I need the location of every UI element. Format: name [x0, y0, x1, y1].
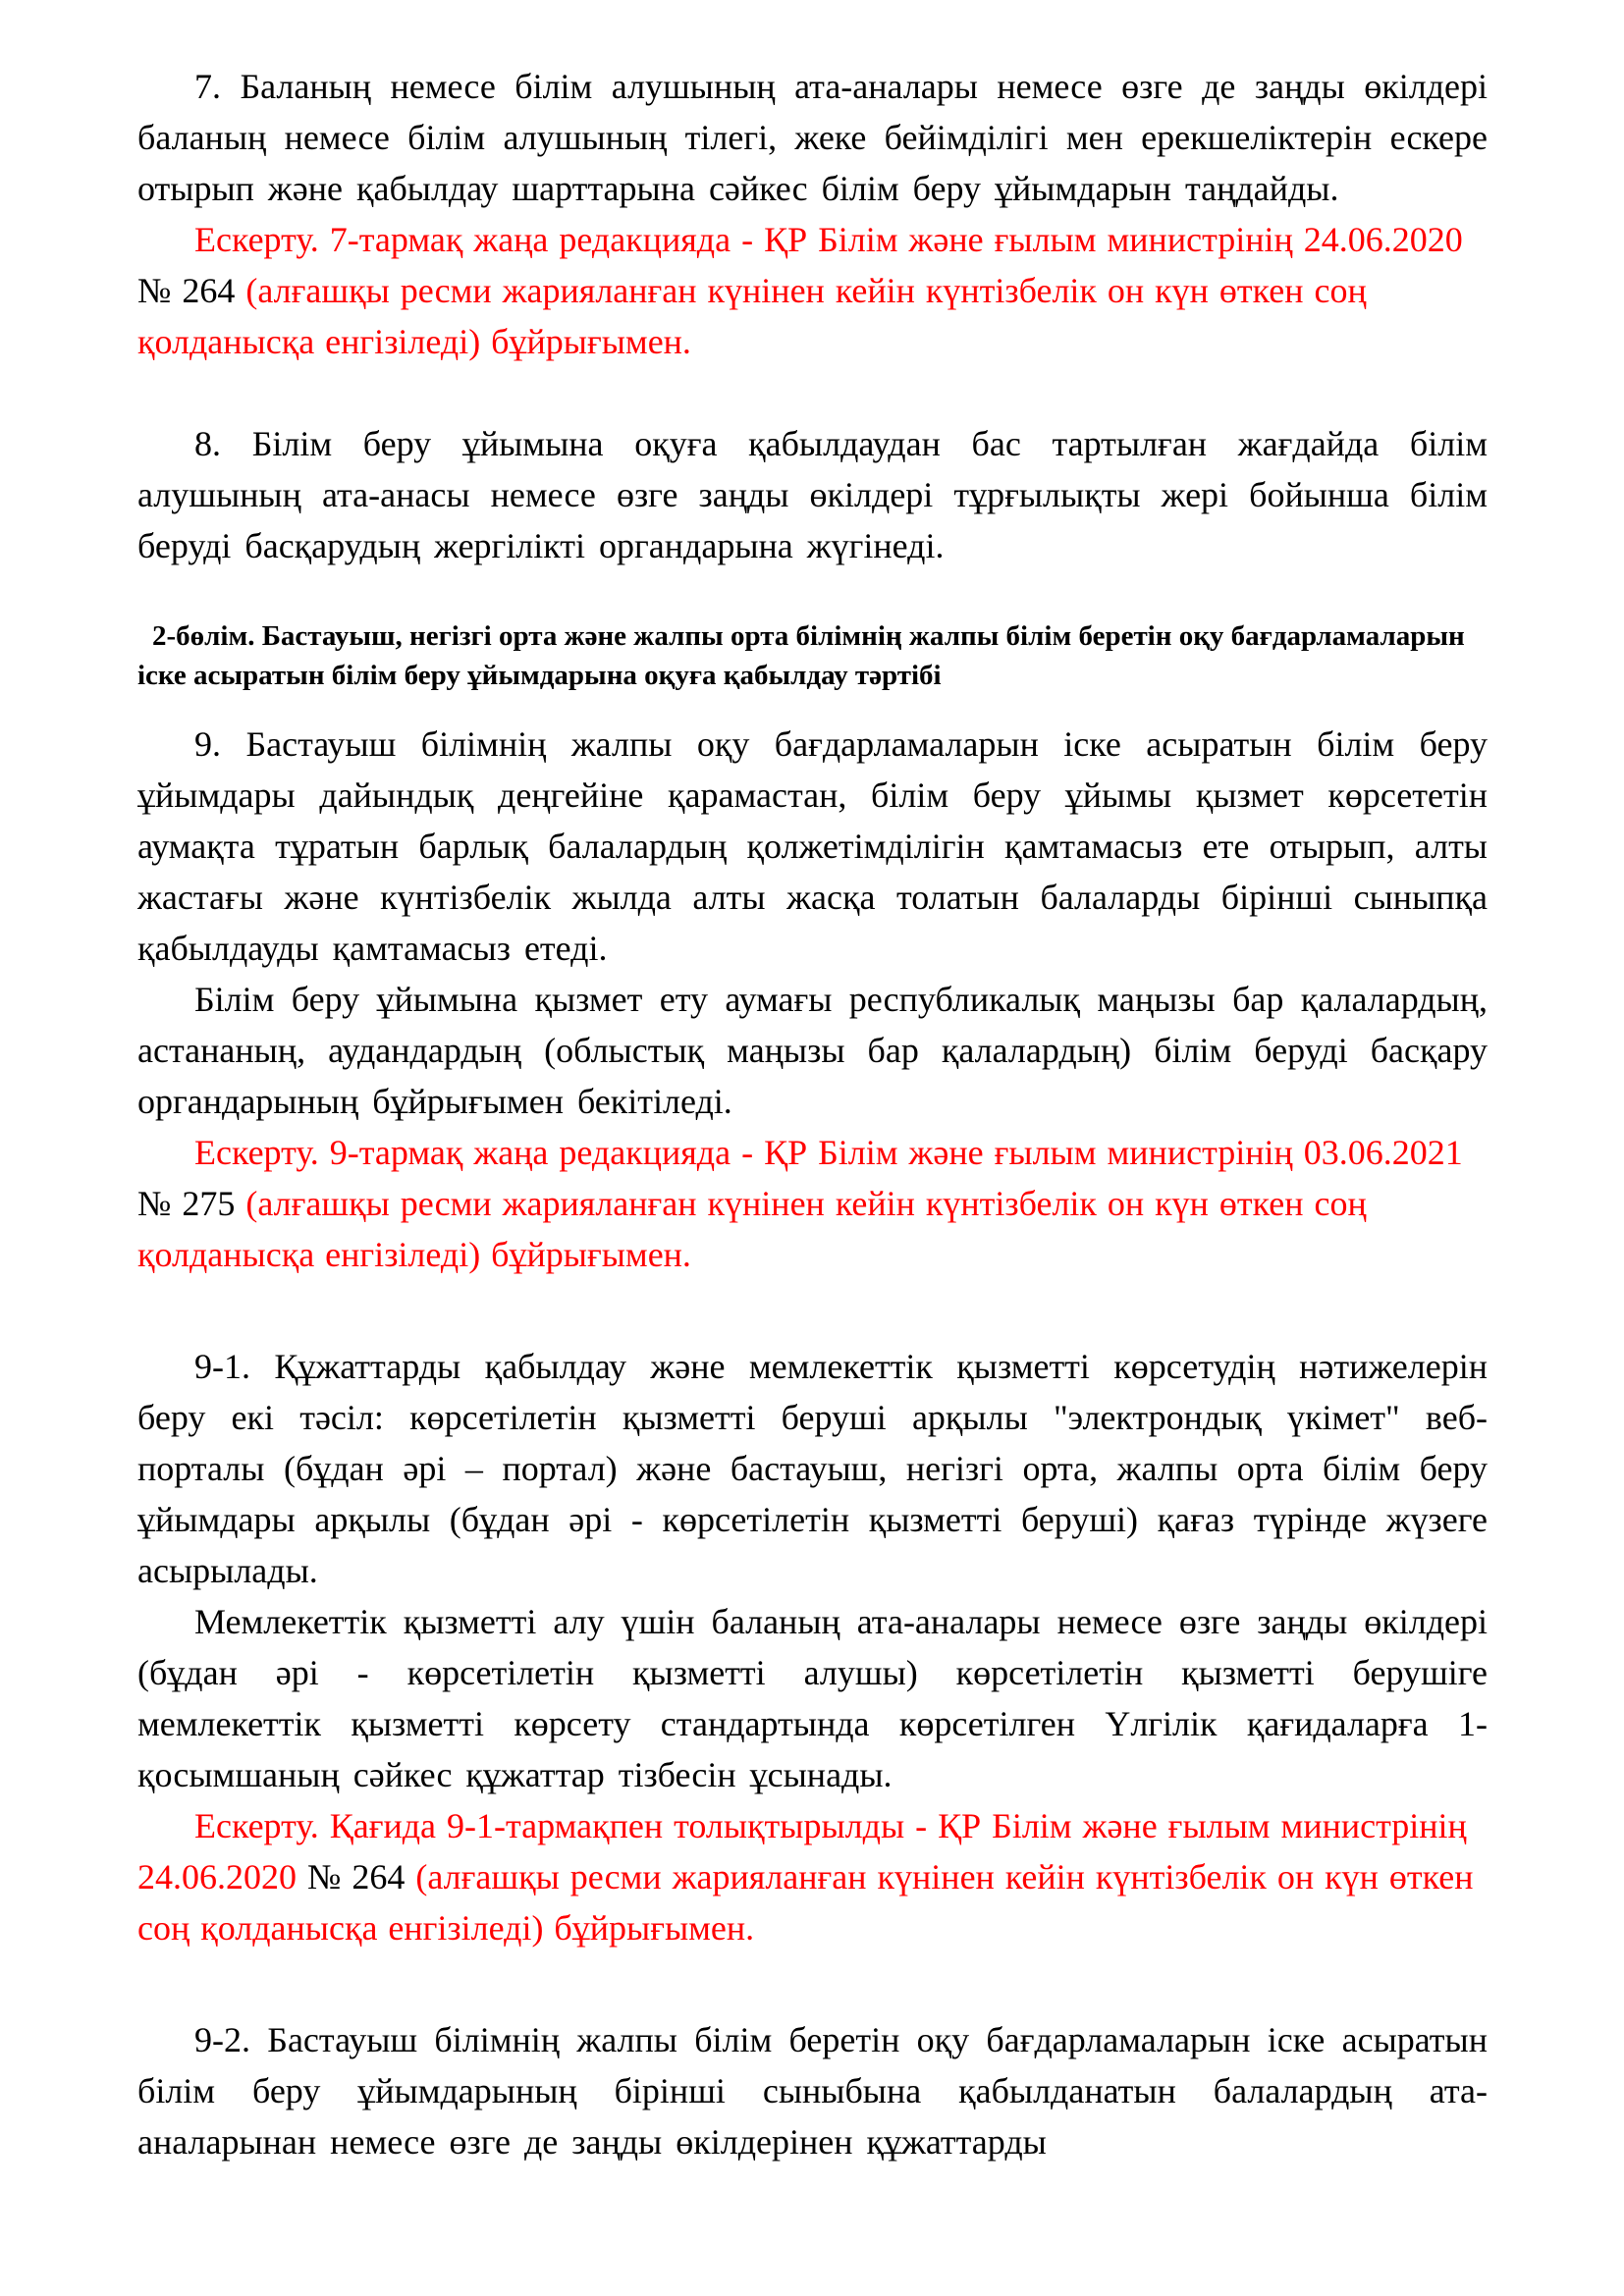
- note-9-1-lead-text: Ескерту. Қағида 9-1-тармақпен толықтырылды - ҚР Білім және ғылым министрінің 24.06.2020: [137, 1806, 1467, 1896]
- note-7-lead-text: Ескерту. 7-тармақ жаңа редакцияда - ҚР Білім және ғылым министрінің 24.06.2020: [194, 220, 1463, 259]
- note-9-tail-text: (алғашқы ресми жарияланған күнінен кейін күнтізбелік он күн өткен соң қолданысқа енгізіледі) бұйрығымен.: [137, 1184, 1367, 1274]
- paragraph-item-9-2: 9-2. Бастауыш білімнің жалпы білім беретін оқу бағдарламаларын іске асыратын білім беру ұйымдарының бірінші сыныбына қабылданатын балалардың ата-аналарынан немесе өзге де заңды өкілдерінен құжаттарды: [137, 2020, 1488, 2162]
- note-item-9: [137, 1127, 1488, 1280]
- note-9-lead-text: Ескерту. 9-тармақ жаңа редакцияда - ҚР Білім және ғылым министрінің 03.06.2021: [194, 1133, 1463, 1172]
- paragraph-item-7: 7. Баланың немесе білім алушының ата-аналары немесе өзге де заңды өкілдері баланың немесе білім алушының тілегі, жеке бейімділігі мен ерекшеліктерін ескере отырып және қабылдау шарттарына сәйкес білім беру ұйымдарын таңдайды.: [137, 67, 1488, 208]
- note-7-order-number: № 264: [137, 271, 236, 310]
- paragraph-item-9-1: 9-1. Құжаттарды қабылдау және мемлекеттік қызметті көрсетудің нәтижелерін беру екі тәсіл: көрсетілетін қызметті беруші арқылы "электрондық үкімет" веб-порталы (бұдан әрі – портал) және бастауыш, негізгі орта, жалпы орта білім беру ұйымдары арқылы (бұдан әрі - көрсетілетін қызметті беруші) қағаз түрінде жүзеге асырылады.: [137, 1347, 1488, 1590]
- paragraph-item-8: 8. Білім беру ұйымына оқуға қабылдаудан бас тартылған жағдайда білім алушының ата-анасы немесе өзге заңды өкілдері тұрғылықты жері бойынша білім беруді басқарудың жергілікті органдарына жүгінеді.: [137, 424, 1488, 565]
- paragraph-item-9: 9. Бастауыш білімнің жалпы оқу бағдарламаларын іске асыратын білім беру ұйымдары дайындық деңгейіне қарамастан, білім беру ұйымы қызмет көрсететін аумақта тұратын барлық балалардың қолжетімділігін қамтамасыз ете отырып, алты жастағы және күнтізбелік жылда алты жасқа толатын балаларды бірінші сыныпқа қабылдауды қамтамасыз етеді.: [137, 724, 1488, 968]
- note-9-order-number: № 275: [137, 1184, 236, 1223]
- note-7-tail-text: (алғашқы ресми жарияланған күнінен кейін күнтізбелік он күн өткен соң қолданысқа енгізіледі) бұйрығымен.: [137, 271, 1367, 361]
- paragraph-item-9-1-continued: Мемлекеттік қызметті алу үшін баланың ата-аналары немесе өзге заңды өкілдері (бұдан әрі - көрсетілетін қызметті алушы) көрсетілетін қызметті берушіге мемлекеттік қызметті көрсету стандартында көрсетілген Үлгілік қағидаларға 1-қосымшаның сәйкес құжаттар тізбесін ұсынады.: [137, 1602, 1488, 1794]
- note-9-1-order-number: № 264: [307, 1857, 406, 1896]
- paragraph-item-9-continued: Білім беру ұйымына қызмет ету аумағы республикалық маңызы бар қалалардың, астананың, аудандардың (облыстық маңызы бар қалалардың) білім беруді басқару органдарының бұйрығымен бекітіледі.: [137, 980, 1488, 1121]
- note-item-7: [137, 214, 1488, 367]
- note-item-9-1: [137, 1800, 1488, 1953]
- section-2-heading: 2-бөлім. Бастауыш, негізгі орта және жалпы орта білімнің жалпы білім беретін оқу бағдарламаларын іске асыратын білім беру ұйымдарына оқуға қабылдау тәртібі: [137, 620, 1465, 691]
- note-9-1-tail-text: (алғашқы ресми жарияланған күнінен кейін күнтізбелік он күн өткен соң қолданысқа енгізіледі) бұйрығымен.: [137, 1857, 1474, 1948]
